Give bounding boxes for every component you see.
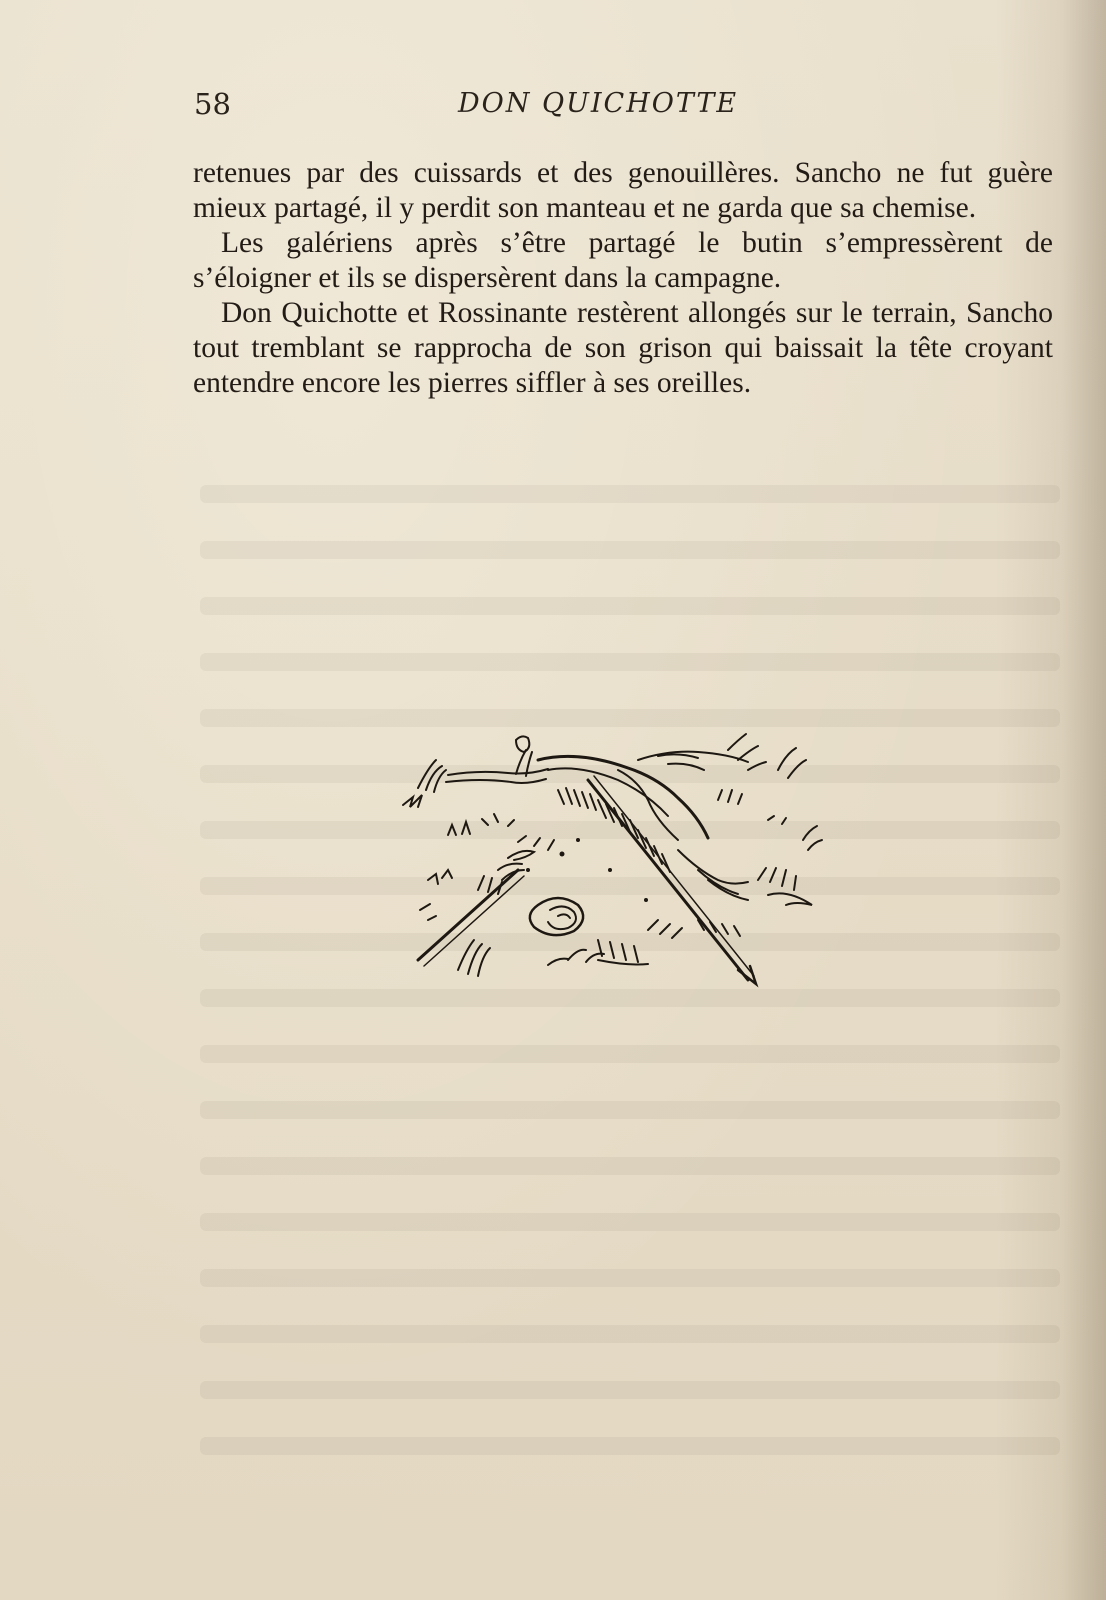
- body-text: [193, 156, 1053, 401]
- book-title: DON QUICHOTTE: [458, 88, 739, 119]
- fallen-knight-illustration: [398, 730, 848, 1015]
- paragraph-galeriens: Les galériens après s’être partagé le butin s’empressèrent de s’éloigner et ils se dispersèrent dans la campagne.: [193, 227, 1053, 294]
- paragraph-don-quichotte: Don Quichotte et Rossinante restèrent allongés sur le terrain, Sancho tout tremblant se rapprocha de son grison qui baissait la tête croyant entendre encore les pierres siffler à ses oreilles.: [193, 297, 1053, 399]
- paragraph-continuation: retenues par des cuissards et des genouillères. Sancho ne fut guère mieux partagé, il y perdit son manteau et ne garda que sa chemise.: [193, 157, 1053, 224]
- running-head: [194, 84, 834, 124]
- page-number: 58: [194, 87, 231, 121]
